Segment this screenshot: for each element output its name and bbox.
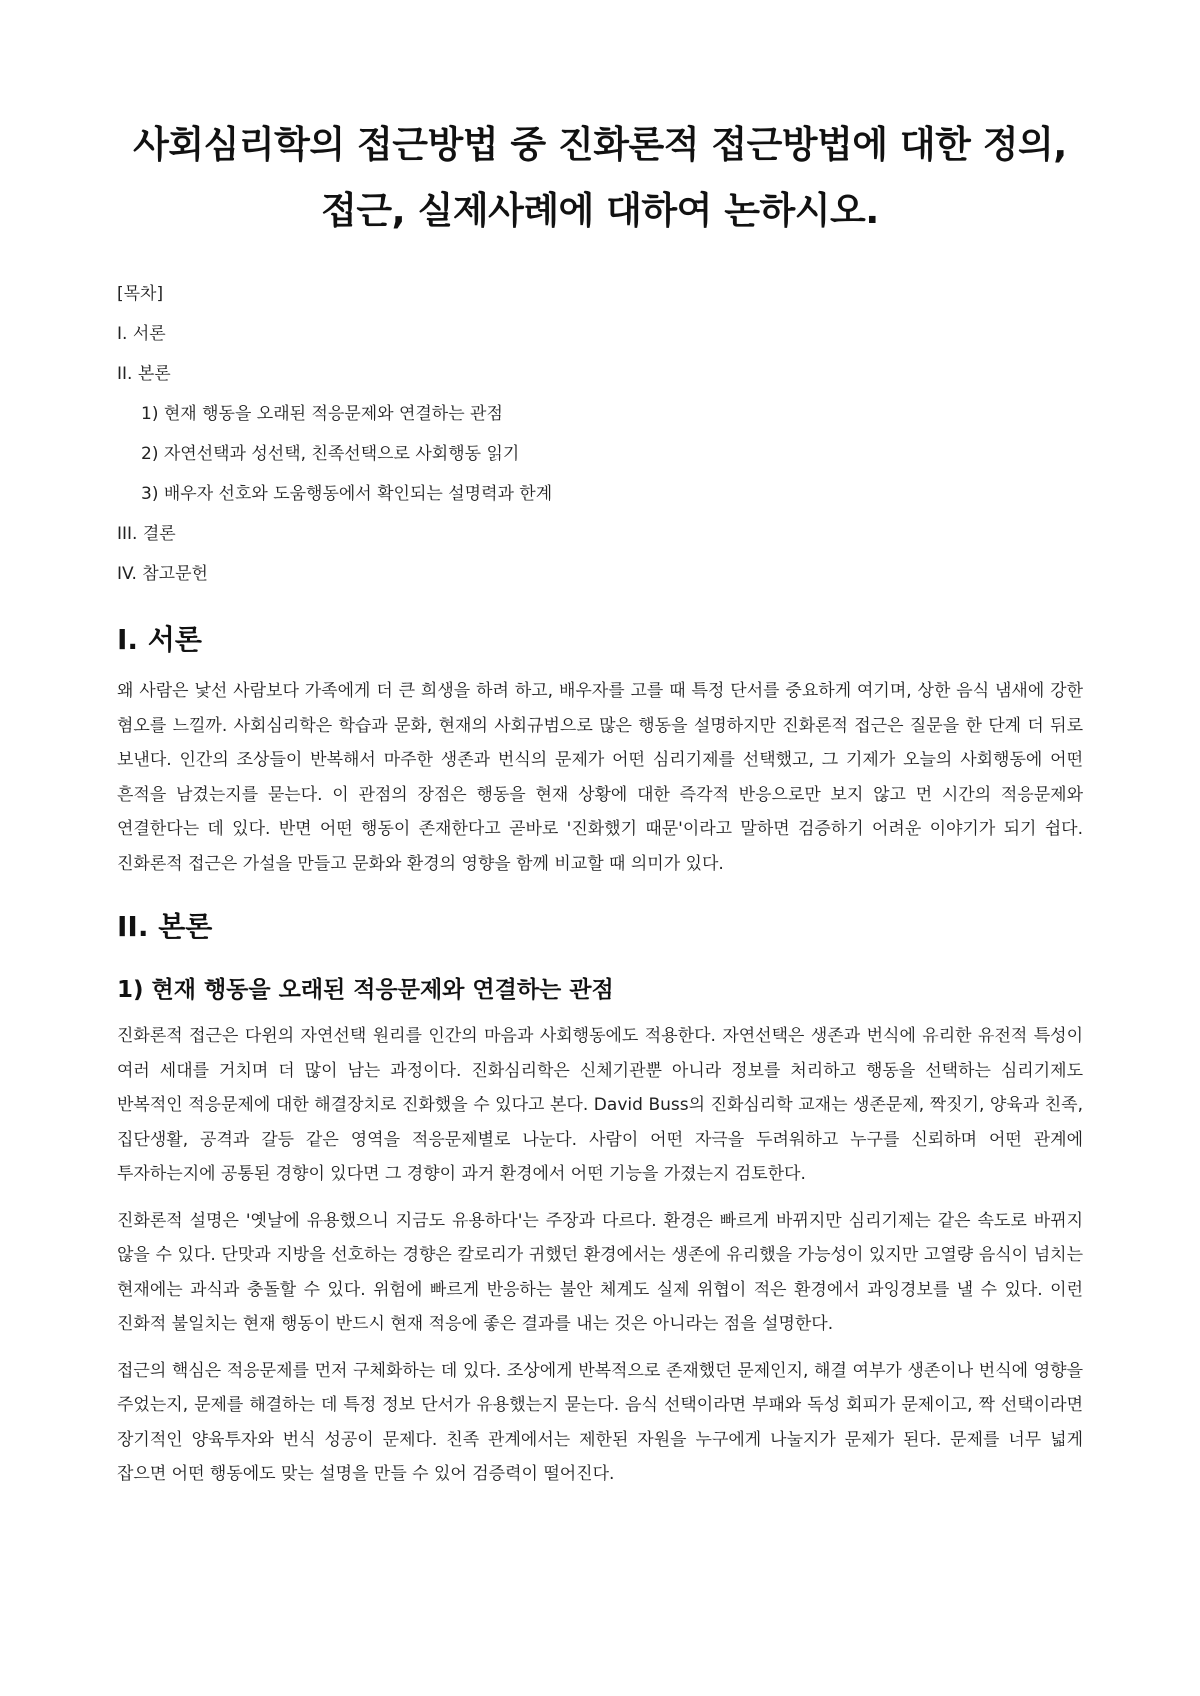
body-paragraph-3: 접근의 핵심은 적응문제를 먼저 구체화하는 데 있다. 조상에게 반복적으로 존재했던 문제인지, 해결 여부가 생존이나 번식에 영향을 주었는지, 문제를 해결하는 데 특정 정보 단서가 유용했는지 묻는다. 음식 선택이라면 부패와 독성 회피가 문제이고, 짝 선택이라면 장기적인 양육투자와 번식 성공이 문제다. 친족 관계에서는 제한된 자원을 누구에게 나눌지가 문제가 된다. 문제를 너무 넓게 잡으면 어떤 행동에도 맞는 설명을 만들 수 있어 검증력이 떨어진다. [117, 1360, 1083, 1484]
toc-item-references: IV. 참고문헌 [117, 564, 208, 584]
table-of-contents [117, 274, 1083, 594]
document-title: 사회심리학의 접근방법 중 진화론적 접근방법에 대한 정의, 접근, 실제사례에 대하여 논하시오. [133, 123, 1067, 232]
section-heading-body: II. 본론 [117, 910, 213, 943]
toc-subitem-3: 3) 배우자 선호와 도움행동에서 확인되는 설명력과 한계 [141, 484, 553, 504]
toc-item-body: II. 본론 [117, 364, 171, 384]
body-paragraph-1: 진화론적 접근은 다윈의 자연선택 원리를 인간의 마음과 사회행동에도 적용한다. 자연선택은 생존과 번식에 유리한 유전적 특성이 여러 세대를 거치며 더 많이 남는 과정이다. 진화심리학은 신체기관뿐 아니라 정보를 처리하고 행동을 선택하는 심리기제도 반복적인 적응문제에 대한 해결장치로 진화했을 수 있다고 본다. David Buss의 진화심리학 교재는 생존문제, 짝짓기, 양육과 친족, 집단생활, 공격과 갈등 같은 영역을 적응문제별로 나눈다. 사람이 어떤 자극을 두려워하고 누구를 신뢰하며 어떤 관계에 투자하는지에 공통된 경향이 있다면 그 경향이 과거 환경에서 어떤 기능을 가졌는지 검토한다. [117, 1026, 1083, 1184]
subsection-heading-1: 1) 현재 행동을 오래된 적응문제와 연결하는 관점 [117, 977, 614, 1003]
toc-heading: [목차] [117, 284, 164, 304]
toc-subitem-2: 2) 자연선택과 성선택, 친족선택으로 사회행동 읽기 [141, 444, 520, 464]
section-heading-intro: I. 서론 [117, 623, 202, 656]
body-paragraph-2: 진화론적 설명은 '옛날에 유용했으니 지금도 유용하다'는 주장과 다르다. 환경은 빠르게 바뀌지만 심리기제는 같은 속도로 바뀌지 않을 수 있다. 단맛과 지방을 선호하는 경향은 칼로리가 귀했던 환경에서는 생존에 유리했을 가능성이 있지만 고열량 음식이 넘치는 현재에는 과식과 충돌할 수 있다. 위험에 빠르게 반응하는 불안 체계도 실제 위협이 적은 환경에서 과잉경보를 낼 수 있다. 이런 진화적 불일치는 현재 행동이 반드시 현재 적응에 좋은 결과를 내는 것은 아니라는 점을 설명한다. [117, 1210, 1083, 1334]
toc-item-conclusion: III. 결론 [117, 524, 176, 544]
toc-subitem-1: 1) 현재 행동을 오래된 적응문제와 연결하는 관점 [141, 404, 503, 424]
toc-item-intro: I. 서론 [117, 324, 166, 344]
intro-paragraph: 왜 사람은 낯선 사람보다 가족에게 더 큰 희생을 하려 하고, 배우자를 고를 때 특정 단서를 중요하게 여기며, 상한 음식 냄새에 강한 혐오를 느낄까. 사회심리학은 학습과 문화, 현재의 사회규범으로 많은 행동을 설명하지만 진화론적 접근은 질문을 한 단계 더 뒤로 보낸다. 인간의 조상들이 반복해서 마주한 생존과 번식의 문제가 어떤 심리기제를 선택했고, 그 기제가 오늘의 사회행동에 어떤 흔적을 남겼는지를 묻는다. 이 관점의 장점은 행동을 현재 상황에 대한 즉각적 반응으로만 보지 않고 먼 시간의 적응문제와 연결한다는 데 있다. 반면 어떤 행동이 존재한다고 곧바로 '진화했기 때문'이라고 말하면 검증하기 어려운 이야기가 되기 쉽다. 진화론적 접근은 가설을 만들고 문화와 환경의 영향을 함께 비교할 때 의미가 있다. [117, 681, 1083, 874]
